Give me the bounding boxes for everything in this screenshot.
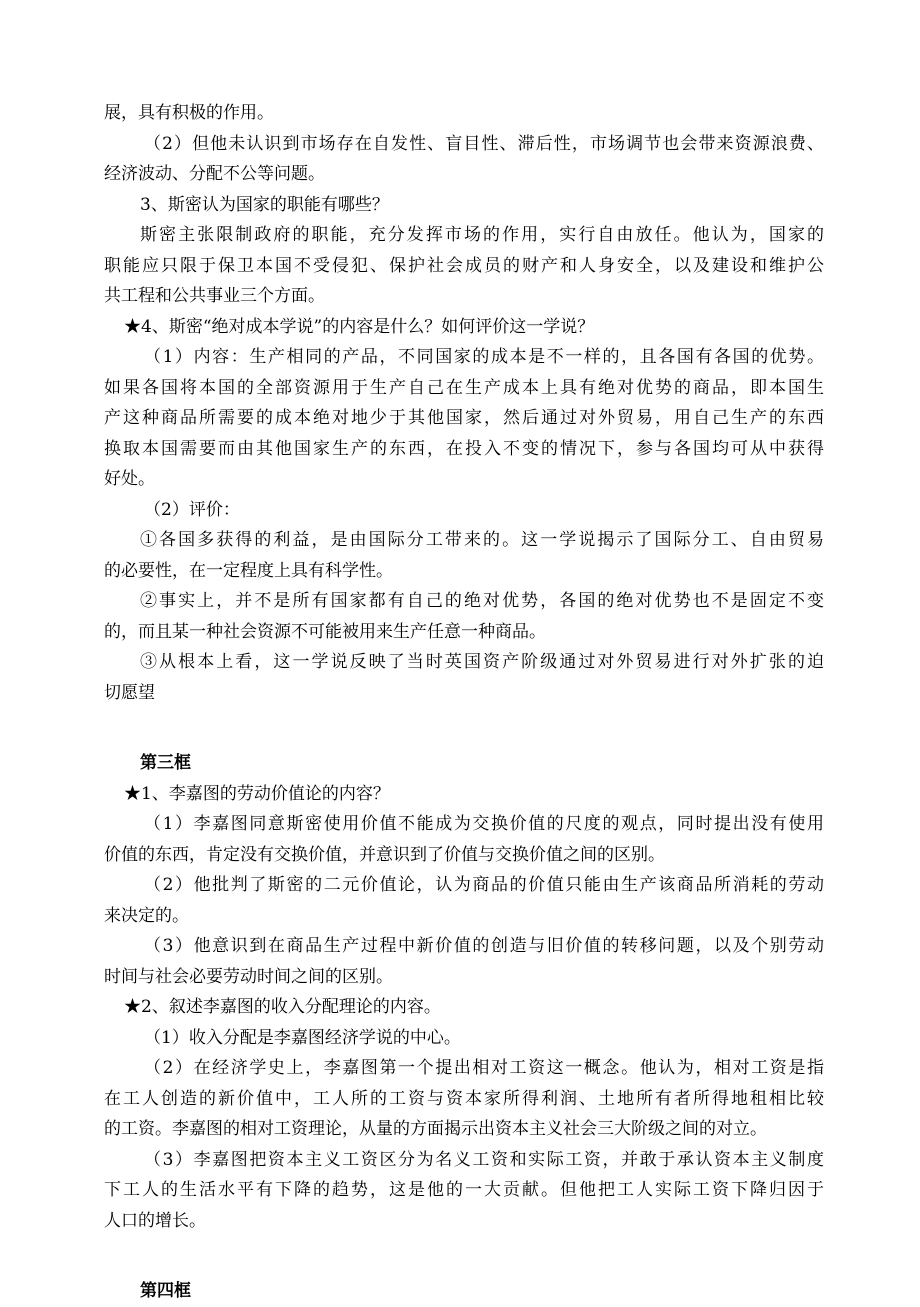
paragraph-line: 的工资。李嘉图的相对工资理论，从量的方面揭示出资本主义社会三大阶级之间的对立。 bbox=[104, 1119, 767, 1139]
paragraph-line: （1）收入分配是李嘉图经济学说的中心。 bbox=[144, 1027, 461, 1048]
paragraph-line: ①各国多获得的利益，是由国际分工带来的。这一学说揭示了国际分工、自由贸易 bbox=[140, 530, 824, 550]
paragraph-line: （3）他意识到在商品生产过程中新价值的创造与旧价值的转移问题，以及个别劳动 bbox=[144, 936, 824, 956]
section-title: 第四框 bbox=[140, 1281, 191, 1301]
paragraph-line: 如果各国将本国的全部资源用于生产自己在生产成本上具有绝对优势的商品，即本国生 bbox=[104, 377, 824, 398]
paragraph-line: 展，具有积极的作用。 bbox=[104, 103, 274, 123]
section-title: 第三框 bbox=[140, 753, 191, 773]
paragraph-line: （1）内容：生产相同的产品，不同国家的成本是不一样的，且各国有各国的优势。 bbox=[144, 347, 824, 367]
paragraph-line: 好处。 bbox=[104, 469, 155, 489]
paragraph-line: ②事实上，并不是所有国家都有自己的绝对优势，各国的绝对优势也不是固定不变 bbox=[140, 591, 824, 611]
paragraph-line: ③从根本上看，这一学说反映了当时英国资产阶级通过对外贸易进行对外扩张的迫 bbox=[140, 652, 824, 672]
paragraph-line: 下工人的生活水平有下降的趋势，这是他的一大贡献。但他把工人实际工资下降归因于 bbox=[104, 1180, 824, 1200]
paragraph-line: 时间与社会必要劳动时间之间的区别。 bbox=[104, 966, 393, 987]
question-heading: ★2、叙述李嘉图的收入分配理论的内容。 bbox=[124, 997, 441, 1017]
paragraph-line: （3）李嘉图把资本主义工资区分为名义工资和实际工资，并敢于承认资本主义制度 bbox=[144, 1149, 824, 1170]
subheading: （2）评价： bbox=[144, 499, 240, 520]
question-heading: ★4、斯密“绝对成本学说”的内容是什么？如何评价这一学说？ bbox=[124, 316, 595, 337]
paragraph-line: 产这种商品所需要的成本绝对地少于其他国家，然后通过对外贸易，用自己生产的东西 bbox=[104, 408, 824, 428]
paragraph-line: （2）他批判了斯密的二元价值论，认为商品的价值只能由生产该商品所消耗的劳动 bbox=[144, 875, 824, 895]
section-spacer bbox=[104, 708, 824, 748]
paragraph-line: （2）在经济学史上，李嘉图第一个提出相对工资这一概念。他认为，相对工资是指 bbox=[144, 1058, 824, 1078]
paragraph-line: 切愿望 bbox=[104, 682, 155, 703]
paragraph-line: 来决定的。 bbox=[104, 905, 189, 926]
paragraph-line: （2）但他未认识到市场存在自发性、盲目性、滞后性，市场调节也会带来资源浪费、 bbox=[144, 133, 824, 154]
question-heading: ★1、李嘉图的劳动价值论的内容？ bbox=[124, 783, 390, 804]
paragraph-line: 价值的东西，肯定没有交换价值，并意识到了价值与交换价值之间的区别。 bbox=[104, 844, 665, 865]
paragraph-line: 在工人创造的新价值中，工人所的工资与资本家所得利润、土地所有者所得地租相比较 bbox=[104, 1088, 824, 1109]
question-heading: 3、斯密认为国家的职能有哪些？ bbox=[140, 194, 389, 215]
paragraph-line: 斯密主张限制政府的职能，充分发挥市场的作用，实行自由放任。他认为，国家的 bbox=[140, 225, 824, 245]
section-spacer bbox=[104, 1236, 824, 1276]
paragraph-line: 换取本国需要而由其他国家生产的东西，在投入不变的情况下，参与各国均可从中获得 bbox=[104, 438, 824, 459]
paragraph-line: 职能应只限于保卫本国不受侵犯、保护社会成员的财产和人身安全，以及建设和维护公 bbox=[104, 255, 824, 276]
paragraph-line: （1）李嘉图同意斯密使用价值不能成为交换价值的尺度的观点，同时提出没有使用 bbox=[144, 814, 824, 834]
paragraph-line: 共工程和公共事业三个方面。 bbox=[104, 286, 325, 306]
paragraph-line: 的，而且某一种社会资源不可能被用来生产任意一种商品。 bbox=[104, 621, 546, 642]
paragraph-line: 人口的增长。 bbox=[104, 1210, 206, 1231]
paragraph-line: 经济波动、分配不公等问题。 bbox=[104, 164, 325, 184]
paragraph-line: 的必要性，在一定程度上具有科学性。 bbox=[104, 560, 393, 581]
